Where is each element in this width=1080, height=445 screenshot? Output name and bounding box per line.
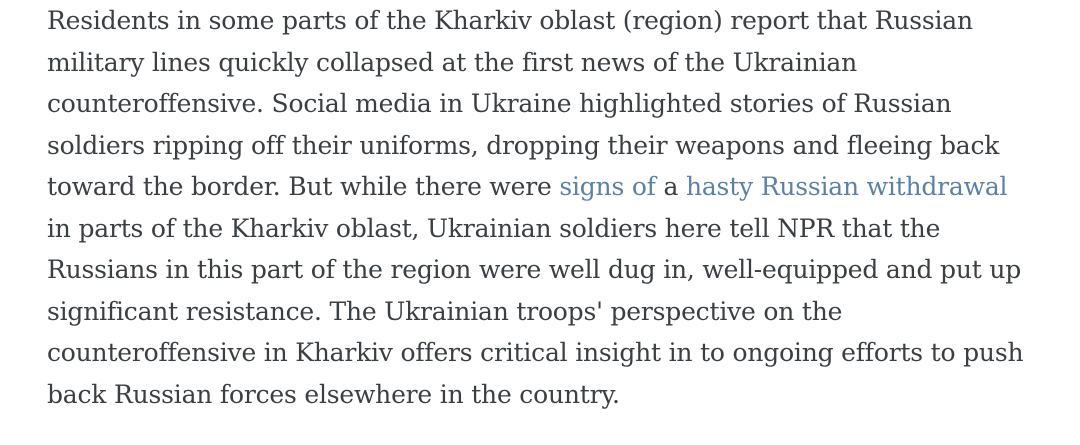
inline-link[interactable]: signs of [559,172,656,201]
paragraph-text: military lines quickly collapsed at the first news of the Ukrainian [47,47,857,77]
paragraph-text: counteroffensive. Social media in Ukraine highlighted stories of Russian [47,89,952,118]
paragraph-line [47,125,1080,167]
inline-link[interactable]: hasty Russian withdrawal [685,172,1008,201]
paragraph-line [47,208,1080,250]
paragraph-line [47,83,1080,125]
paragraph-line [47,0,1080,42]
paragraph-text: a [655,172,686,201]
paragraph-line [47,291,1080,333]
article-paragraph [47,0,1080,415]
paragraph-text: toward the border. But while there were [47,172,560,201]
paragraph-text: significant resistance. The Ukrainian troops' perspective on the [47,296,843,326]
paragraph-text: Residents in some parts of the Kharkiv oblast (region) report that Russian [47,6,973,35]
paragraph-text: soldiers ripping off their uniforms, dropping their weapons and fleeing back [47,130,1000,160]
paragraph-line [47,249,1080,291]
paragraph-line [47,42,1080,84]
paragraph-text: in parts of the Kharkiv oblast, Ukrainian soldiers here tell NPR that the [47,213,941,243]
paragraph-line [47,332,1080,374]
paragraph-line [47,166,1080,208]
paragraph-text: back Russian forces elsewhere in the country. [47,379,620,409]
paragraph-text: counteroffensive in Kharkiv offers critical insight in to ongoing efforts to push [47,338,1024,367]
paragraph-text: Russians in this part of the region were well dug in, well-equipped and put up [47,255,1022,284]
paragraph-line [47,374,1080,416]
